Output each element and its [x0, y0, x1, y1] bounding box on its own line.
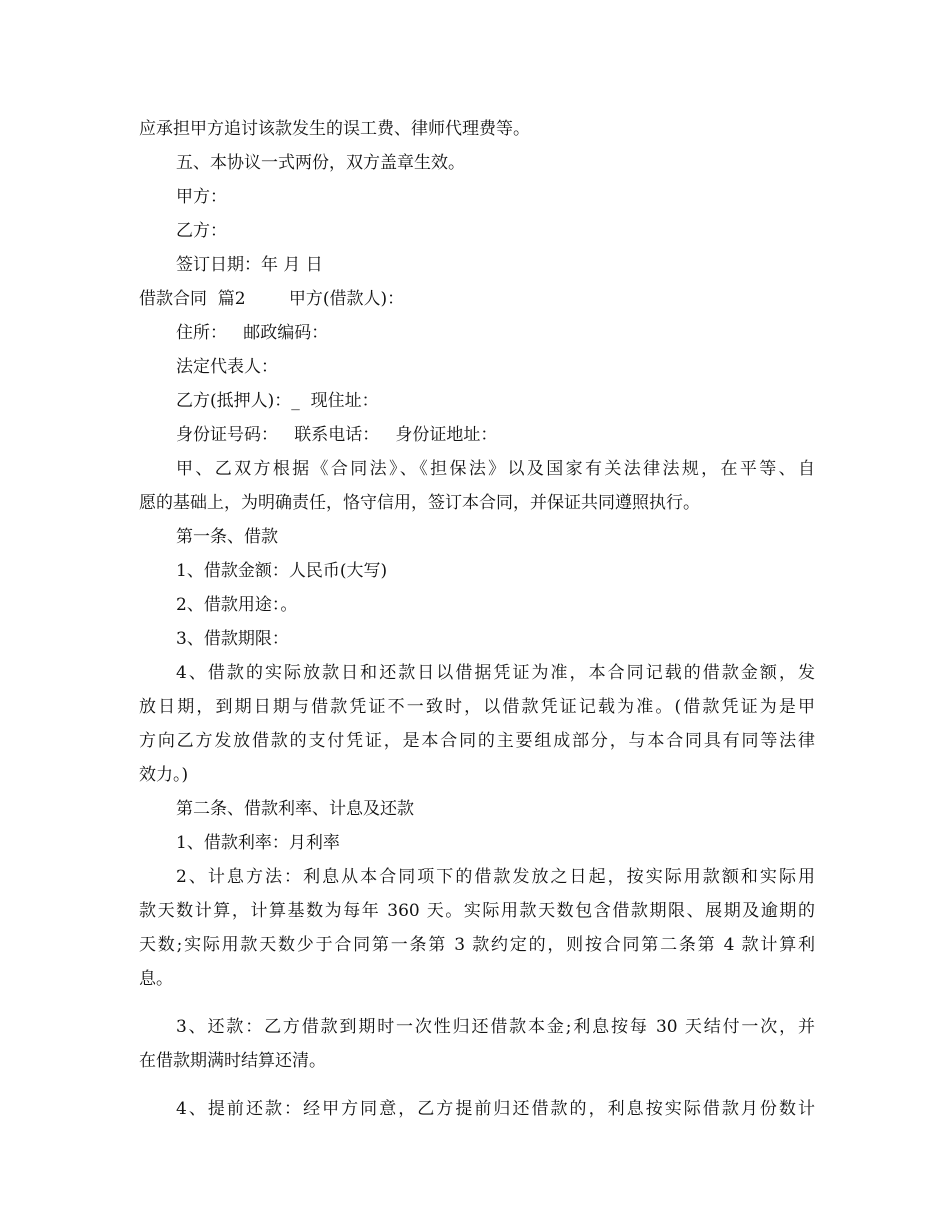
text-line: 甲方： — [176, 187, 227, 207]
text-line: 第一条、借款 — [176, 527, 278, 547]
text-line: 2、借款用途：。 — [176, 595, 298, 615]
text-line: 乙方(抵押人)：_ 现住址： — [176, 391, 379, 411]
text-line: 签订日期：年 月 日 — [176, 255, 323, 275]
text-line: 身份证号码： 联系电话： 身份证地址： — [176, 425, 498, 445]
text-line: 应承担甲方追讨该款发生的误工费、律师代理费等。 — [139, 119, 530, 139]
text-line: 3、还款：乙方借款到期时一次性归还借款本金;利息按每 30 天结付一次，并 — [176, 1017, 815, 1037]
text-line: 2、计息方法：利息从本合同项下的借款发放之日起，按实际用款额和实际用 — [176, 867, 815, 887]
text-line: 法定代表人： — [176, 357, 278, 377]
text-line: 放日期，到期日期与借款凭证不一致时，以借款凭证记载为准。(借款凭证为是甲 — [139, 697, 815, 717]
text-line: 天数;实际用款天数少于合同第一条第 3 款约定的，则按合同第二条第 4 款计算利 — [139, 935, 815, 955]
text-line: 甲、乙双方根据《合同法》、《担保法》以及国家有关法律法规，在平等、自 — [176, 459, 815, 479]
text-line: 效力。) — [139, 765, 189, 785]
text-line: 息。 — [139, 969, 173, 989]
text-line: 1、借款金额：人民币(大写) — [176, 561, 388, 581]
text-line: 住所： 邮政编码： — [176, 323, 329, 343]
text-line: 3、借款期限： — [176, 629, 289, 649]
document-body — [139, 112, 815, 1126]
text-line: 方向乙方发放借款的支付凭证，是本合同的主要组成部分，与本合同具有同等法律 — [139, 731, 815, 751]
text-line: 乙方： — [176, 221, 227, 241]
text-line: 4、提前还款：经甲方同意，乙方提前归还借款的，利息按实际借款月份数计 — [176, 1099, 815, 1119]
text-line: 五、本协议一式两份，双方盖章生效。 — [176, 153, 465, 173]
text-line: 1、借款利率：月利率 — [176, 833, 340, 853]
text-line: 愿的基础上，为明确责任，恪守信用，签订本合同，并保证共同遵照执行。 — [139, 493, 700, 513]
text-line: 第二条、借款利率、计息及还款 — [176, 799, 414, 819]
text-line: 在借款期满时结算还清。 — [139, 1051, 326, 1071]
text-line: 款天数计算，计算基数为每年 360 天。实际用款天数包含借款期限、展期及逾期的 — [139, 901, 815, 921]
section-heading-line: 借款合同 篇2 甲方(借款人)： — [139, 289, 405, 309]
text-line: 4、借款的实际放款日和还款日以借据凭证为准，本合同记载的借款金额，发 — [176, 663, 815, 683]
